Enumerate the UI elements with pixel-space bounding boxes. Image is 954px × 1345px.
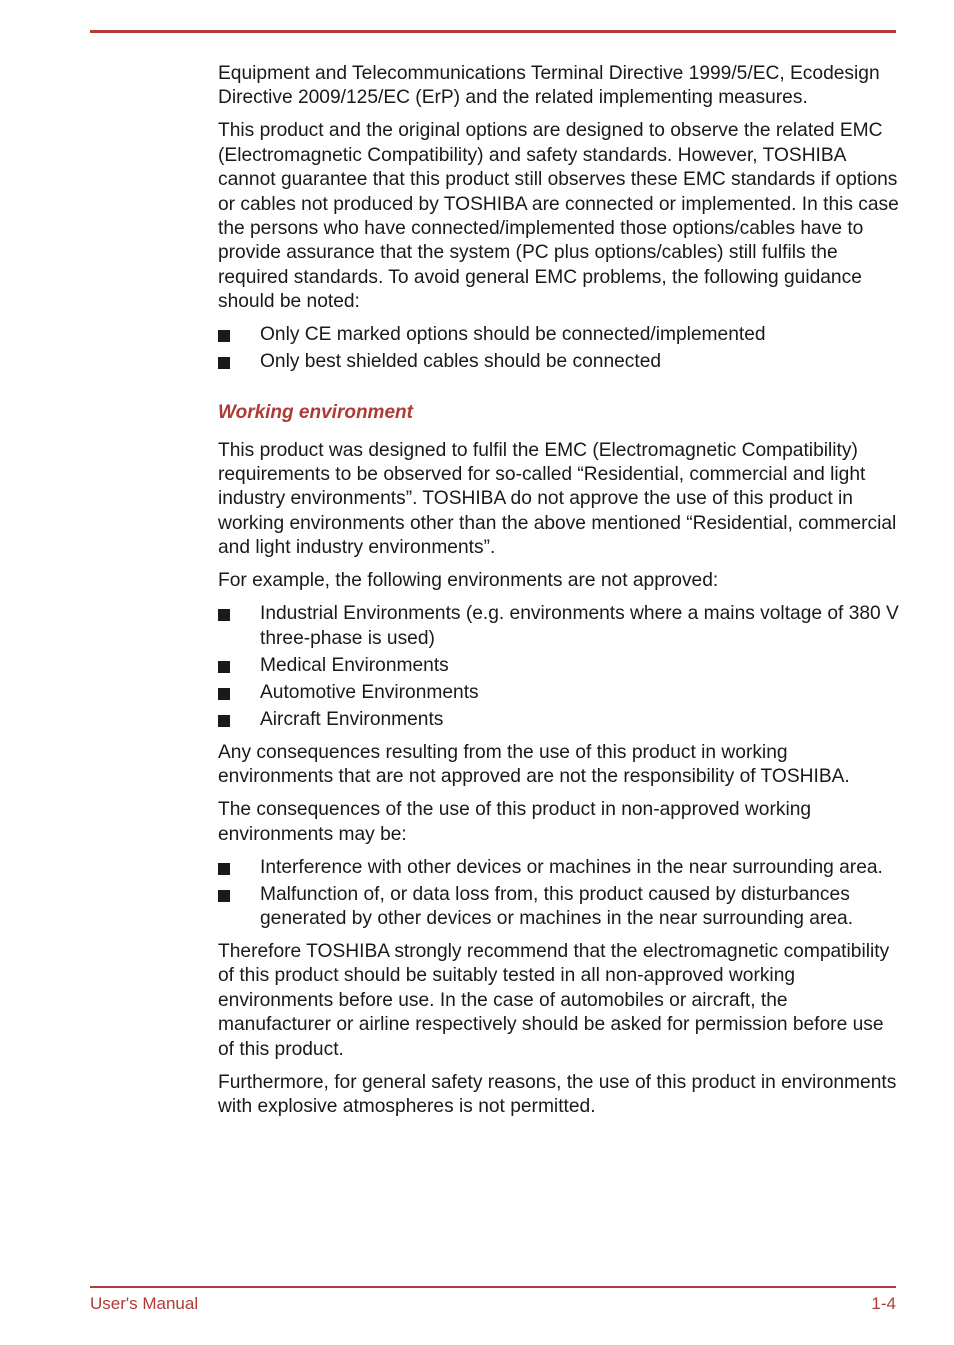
list-item-text: Automotive Environments: [260, 681, 479, 703]
list-item-text: Interference with other devices or machines in the near surrounding area.: [260, 856, 883, 878]
example-paragraph: For example, the following environments are not approved:: [218, 570, 719, 592]
bullet-square-icon: [218, 688, 230, 700]
section-title: Working environment: [218, 401, 413, 423]
bullet-square-icon: [218, 715, 230, 727]
list-item-text: Medical Environments: [260, 654, 449, 676]
list-item: [218, 856, 902, 880]
bullet-square-icon: [218, 890, 230, 902]
list-item: [218, 602, 902, 651]
header-rule: [90, 30, 896, 33]
list-item-text: Only best shielded cables should be connected: [260, 351, 662, 373]
working-paragraph: This product was designed to fulfil the EMC (Electromagnetic Compatibility) requirements to be observed for so-called “Residential, commercial and light industry environments”. TOSHIBA do not approve the use of this product in working environments other than the above mentioned “Residential, commercial and light industry environments”.: [218, 439, 897, 559]
consequences-paragraph: Any consequences resulting from the use of this product in working environments that are not approved are not the responsibility of TOSHIBA.: [218, 741, 850, 788]
consequences-list: [218, 856, 902, 932]
bullet-square-icon: [218, 357, 230, 369]
list-item-text: Malfunction of, or data loss from, this product caused by disturbances generated by other devices or machines in the near surrounding area.: [260, 883, 854, 929]
environments-list: [218, 602, 902, 732]
list-item: [218, 883, 902, 932]
bullet-square-icon: [218, 863, 230, 875]
list-item: [218, 350, 902, 374]
bullet-square-icon: [218, 330, 230, 342]
list-item-text: Industrial Environments (e.g. environments where a mains voltage of 380 V three-phase is used): [260, 603, 899, 649]
page-body: [218, 62, 902, 1128]
list-item: [218, 681, 902, 705]
recommend-paragraph: Therefore TOSHIBA strongly recommend that the electromagnetic compatibility of this product should be suitably tested in all non-approved working environments before use. In the case of automobiles or aircraft, the manufacturer or airline respectively should be asked for permission before use of this product.: [218, 940, 890, 1060]
list-item-text: Only CE marked options should be connected/implemented: [260, 324, 766, 346]
list-item-text: Aircraft Environments: [260, 708, 444, 730]
emc-paragraph: This product and the original options are designed to observe the related EMC (Electromagnetic Compatibility) and safety standards. However, TOSHIBA cannot guarantee that this product still observes these EMC standards if options or cables not produced by TOSHIBA are connected or implemented. In this case the persons who have connected/implemented those options/cables have to provide assurance that the system (PC plus options/cables) still fulfils the required standards. To avoid general EMC problems, the following guidance should be noted:: [218, 120, 899, 313]
list-item: [218, 654, 902, 678]
safety-paragraph: Furthermore, for general safety reasons, the use of this product in environments with explosive atmospheres is not permitted.: [218, 1071, 897, 1117]
list-item: [218, 708, 902, 732]
footer-page-number: 1-4: [871, 1294, 896, 1313]
bullet-square-icon: [218, 661, 230, 673]
nonapproved-paragraph: The consequences of the use of this product in non-approved working environments may be:: [218, 799, 812, 845]
footer-rule: [90, 1286, 896, 1288]
bullet-square-icon: [218, 609, 230, 621]
list-item: [218, 323, 902, 347]
footer-manual-label: User's Manual: [90, 1294, 199, 1313]
guidance-list: [218, 323, 902, 374]
intro-paragraph: Equipment and Telecommunications Terminal Directive 1999/5/EC, Ecodesign Directive 2009/125/EC (ErP) and the related implementing measures.: [218, 63, 880, 109]
